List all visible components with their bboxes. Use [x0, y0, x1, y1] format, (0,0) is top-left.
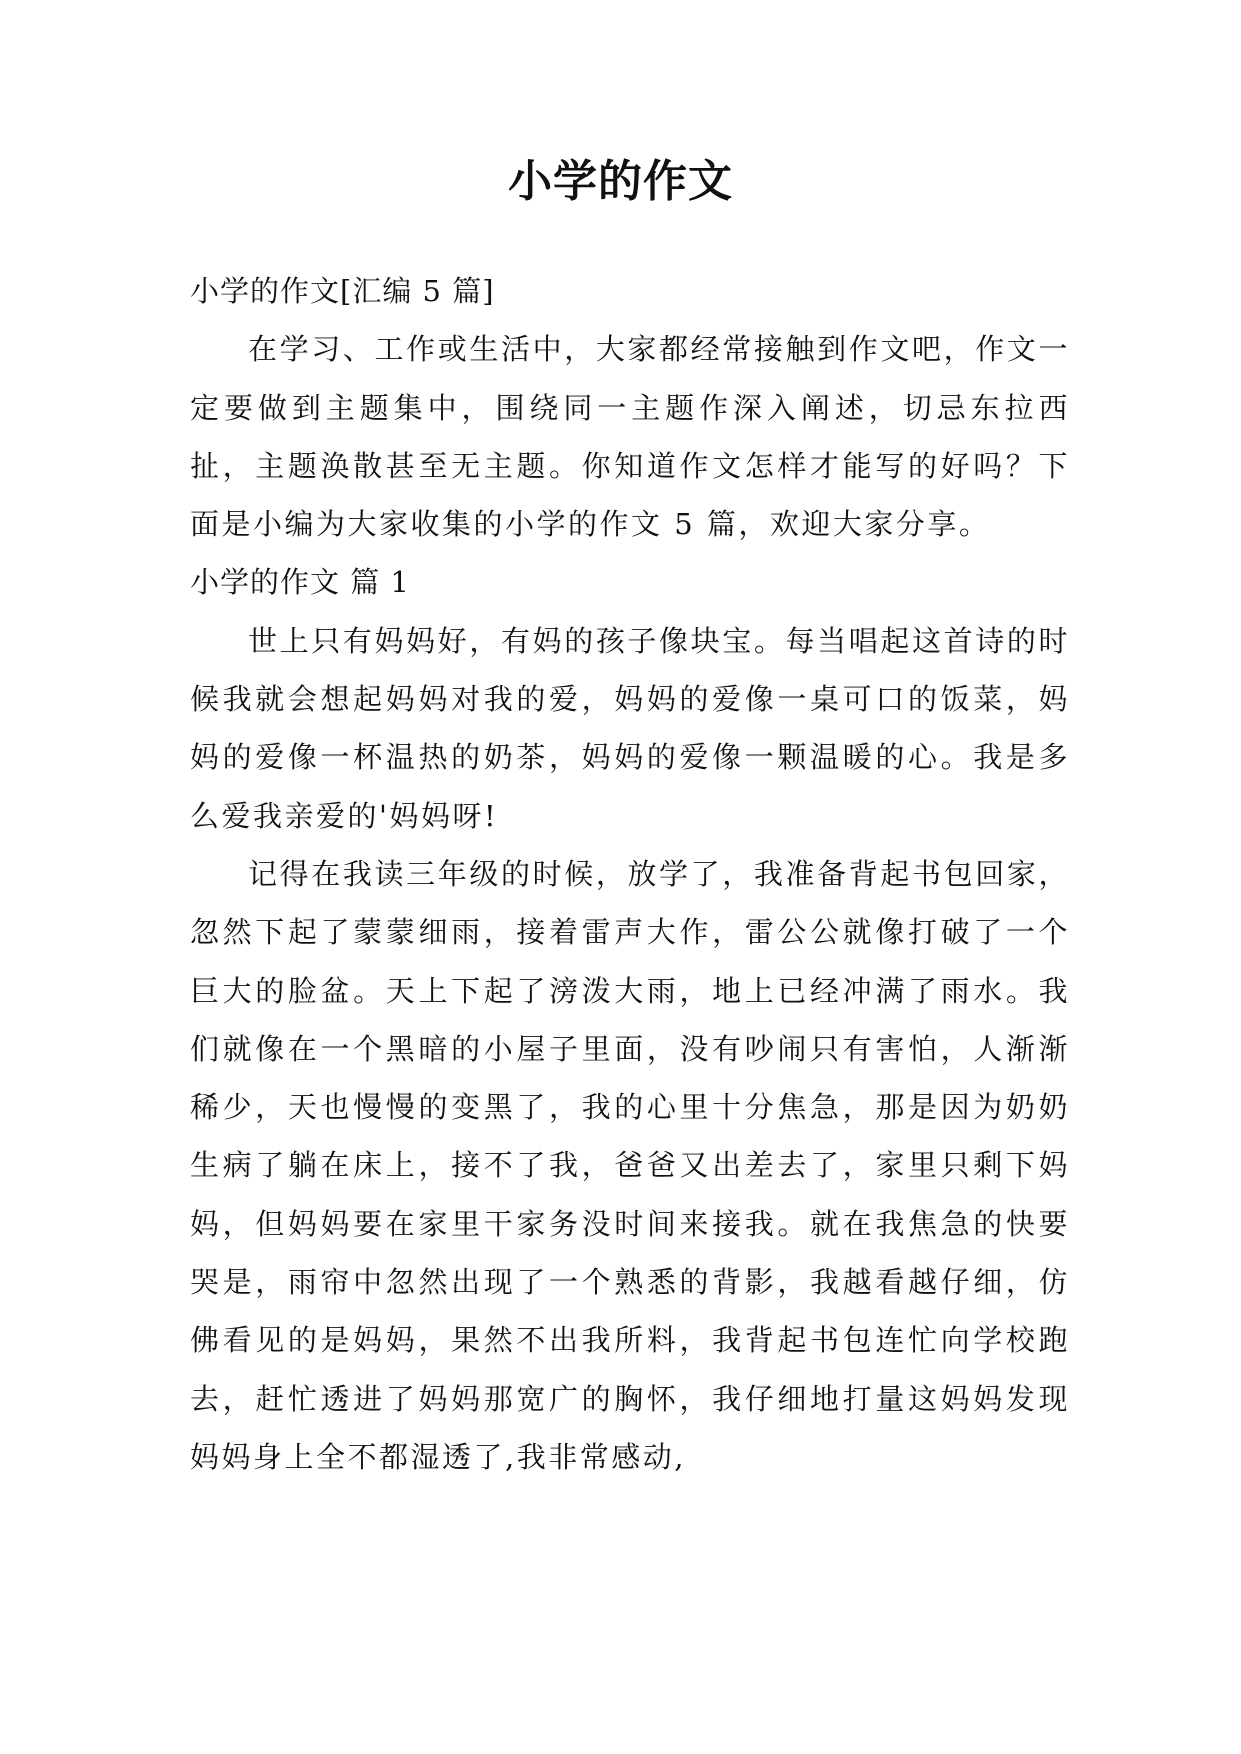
document-subtitle: 小学的作文[汇编 5 篇]: [190, 274, 495, 308]
body-paragraph: 世上只有妈妈好，有妈的孩子像块宝。每当唱起这首诗的时候我就会想起妈妈对我的爱，妈妈的爱像一桌可口的饭菜，妈妈的爱像一杯温热的奶茶，妈妈的爱像一颗温暖的心。我是多么爱我亲爱的'妈妈呀!: [190, 623, 1070, 833]
body-paragraph: 记得在我读三年级的时候，放学了，我准备背起书包回家，忽然下起了蒙蒙细雨，接着雷声大作，雷公公就像打破了一个巨大的脸盆。天上下起了滂泼大雨，地上已经冲满了雨水。我们就像在一个黑暗的小屋子里面，没有吵闹只有害怕，人渐渐稀少，天也慢慢的变黑了，我的心里十分焦急，那是因为奶奶生病了躺在床上，接不了我，爸爸又出差去了，家里只剩下妈妈，但妈妈要在家里干家务没时间来接我。就在我焦急的快要哭是，雨帘中忽然出现了一个熟悉的背影，我越看越仔细，仿佛看见的是妈妈，果然不出我所料，我背起书包连忙向学校跑去，赶忙透进了妈妈那宽广的胸怀，我仔细地打量这妈妈发现妈妈身上全不都湿透了,我非常感动,: [190, 856, 1070, 1474]
section-heading: 小学的作文 篇 1: [190, 565, 410, 600]
document-body: [190, 262, 1070, 1486]
document-title: 小学的作文: [508, 156, 733, 207]
intro-paragraph: 在学习、工作或生活中，大家都经常接触到作文吧，作文一定要做到主题集中，围绕同一主题作深入阐述，切忌东拉西扯，主题涣散甚至无主题。你知道作文怎样才能写的好吗？下面是小编为大家收集的小学的作文 5 篇，欢迎大家分享。: [190, 332, 1070, 542]
